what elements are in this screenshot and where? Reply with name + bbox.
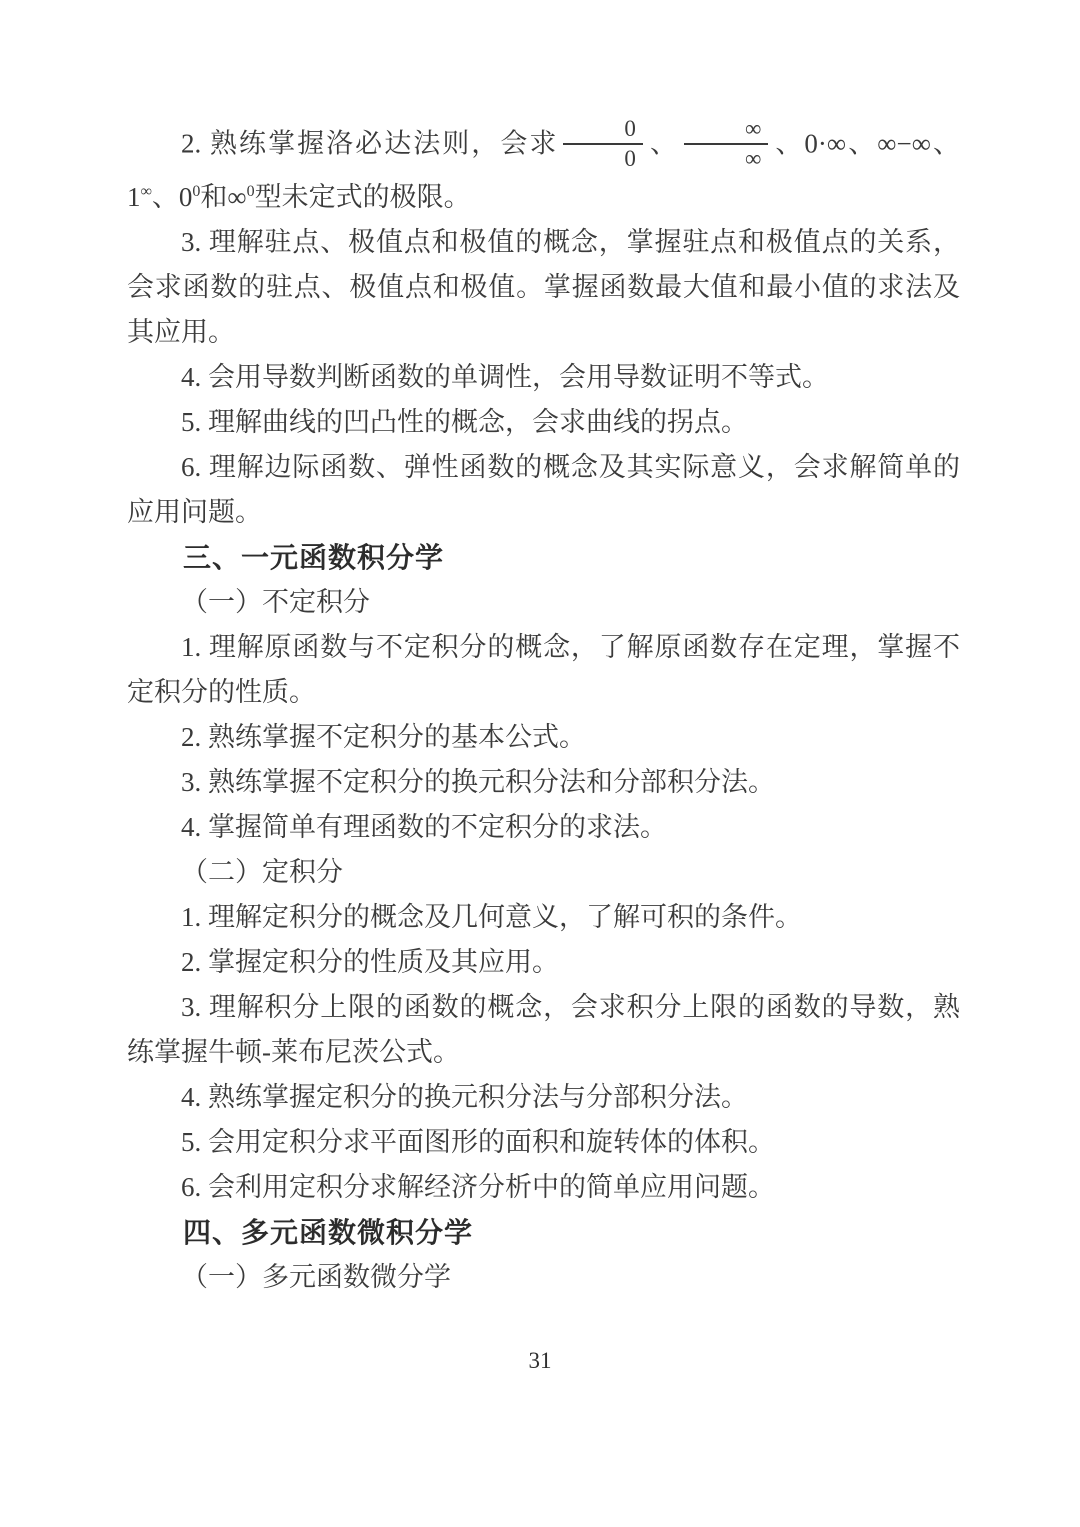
text-run: 和∞ bbox=[200, 181, 247, 212]
text-run: 2. 熟练掌握洛必达法则，会求 bbox=[181, 128, 559, 159]
section-heading: 四、多元函数微积分学 bbox=[183, 1216, 474, 1248]
text-run: 、0·∞、∞−∞、1 bbox=[127, 128, 960, 212]
paragraph: （一）不定积分 bbox=[181, 586, 370, 617]
paragraph: 5. 理解曲线的凹凸性的概念，会求曲线的拐点。 bbox=[181, 406, 748, 437]
paragraph: 4. 掌握简单有理函数的不定积分的求法。 bbox=[181, 811, 667, 842]
paragraph: 6. 理解边际函数、弹性函数的概念及其实际意义，会求解简单的应用问题。 bbox=[127, 451, 960, 527]
paragraph: 3. 理解积分上限的函数的概念，会求积分上限的函数的导数，熟练掌握牛顿-莱布尼茨公式。 bbox=[127, 991, 960, 1067]
superscript: 0 bbox=[192, 182, 201, 200]
fraction-denominator: 0 bbox=[624, 146, 636, 172]
fraction-numerator: 0 bbox=[563, 116, 643, 145]
paragraph: 2. 掌握定积分的性质及其应用。 bbox=[181, 946, 559, 977]
superscript: ∞ bbox=[140, 182, 152, 200]
paragraph: （一）多元函数微分学 bbox=[181, 1261, 451, 1292]
fraction bbox=[684, 116, 768, 173]
page-number: 31 bbox=[528, 1348, 552, 1373]
paragraph: 5. 会用定积分求平面图形的面积和旋转体的体积。 bbox=[181, 1126, 775, 1157]
text-run: 型未定式的极限。 bbox=[254, 181, 471, 212]
paragraph: 3. 熟练掌握不定积分的换元积分法和分部积分法。 bbox=[181, 766, 775, 797]
document-body bbox=[127, 118, 960, 1300]
text-run: 、 bbox=[647, 128, 679, 159]
paragraph: 1. 理解定积分的概念及几何意义，了解可积的条件。 bbox=[181, 901, 802, 932]
paragraph-with-formula bbox=[127, 118, 960, 220]
superscript: 0 bbox=[246, 182, 255, 200]
text-run: 、0 bbox=[151, 181, 193, 212]
paragraph: 4. 会用导数判断函数的单调性，会用导数证明不等式。 bbox=[181, 361, 829, 392]
fraction-numerator: ∞ bbox=[684, 116, 768, 145]
paragraph: 6. 会利用定积分求解经济分析中的简单应用问题。 bbox=[181, 1171, 775, 1202]
fraction-denominator: ∞ bbox=[744, 146, 762, 172]
fraction bbox=[563, 116, 643, 173]
paragraph: 2. 熟练掌握不定积分的基本公式。 bbox=[181, 721, 586, 752]
paragraph: 3. 理解驻点、极值点和极值的概念，掌握驻点和极值点的关系，会求函数的驻点、极值点和极值。掌握函数最大值和最小值的求法及其应用。 bbox=[127, 226, 960, 347]
paragraph: 4. 熟练掌握定积分的换元积分法与分部积分法。 bbox=[181, 1081, 748, 1112]
section-heading: 三、一元函数积分学 bbox=[183, 541, 445, 573]
paragraph: 1. 理解原函数与不定积分的概念，了解原函数存在定理，掌握不定积分的性质。 bbox=[127, 631, 960, 707]
paragraph: （二）定积分 bbox=[181, 856, 343, 887]
